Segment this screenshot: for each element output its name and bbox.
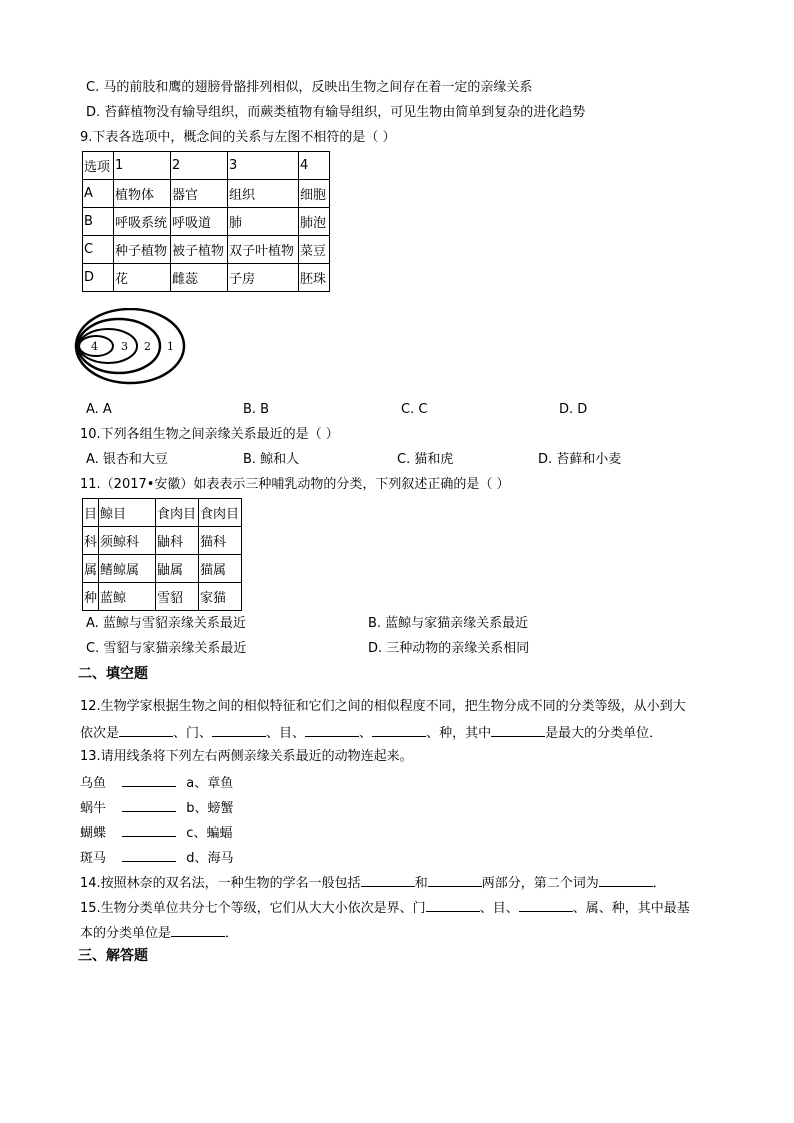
q9-table-row [83, 180, 330, 208]
q9-table-row [83, 152, 330, 180]
q11-table-cell: 鼬属 [156, 555, 199, 583]
q8-option-c: C. 马的前肢和鹰的翅膀骨骼排列相似，反映出生物之间存在着一定的亲缘关系 [86, 80, 533, 95]
q9-stem: 9.下表各选项中，概念间的关系与左图不相符的是（ ） [80, 130, 396, 145]
q12-line-2 [80, 723, 662, 743]
label-3: 3 [121, 340, 128, 353]
label-4: 4 [91, 340, 98, 353]
q13-right: a、章鱼 [186, 776, 234, 791]
q8-option-d: D. 苔藓植物没有输导组织，而蕨类植物有输导组织，可见生物由简单到复杂的进化趋势 [86, 105, 586, 120]
q14-blank-1[interactable] [361, 873, 415, 887]
q11-table-cell: 种 [83, 583, 99, 611]
q9-table-cell: A [83, 180, 114, 208]
q12-text: 是最大的分类单位． [545, 726, 663, 741]
q13-line-blank[interactable] [122, 773, 176, 787]
q13-stem: 13.请用线条将下列左右两侧亲缘关系最近的动物连起来。 [80, 749, 413, 764]
q15-text: ． [225, 926, 239, 941]
q14-blank-2[interactable] [428, 873, 482, 887]
q14-text: 14.按照林奈的双名法，一种生物的学名一般包括 [80, 876, 361, 891]
q9-table-cell: D [83, 264, 114, 292]
q9-option-b[interactable]: B. B [243, 402, 270, 417]
q11-option-b[interactable]: B. 蓝鲸与家猫亲缘关系最近 [368, 616, 529, 631]
q11-table-cell: 须鲸科 [99, 527, 156, 555]
q9-table-cell: 胚珠 [299, 264, 330, 292]
q13-line-blank[interactable] [122, 848, 176, 862]
q9-table-cell: 雌蕊 [171, 264, 228, 292]
q12-text: 、目、 [266, 726, 306, 741]
q12-blank-5[interactable] [491, 723, 545, 737]
q9-table-cell: B [83, 208, 114, 236]
q11-stem: 11.（2017•安徽）如表表示三种哺乳动物的分类，下列叙述正确的是（ ） [80, 477, 510, 492]
q9-table-row [83, 236, 330, 264]
q9-table-cell: 双子叶植物 [228, 236, 299, 264]
q13-right: b、螃蟹 [186, 801, 234, 816]
q14-text: 和 [414, 876, 428, 891]
q15-blank-1[interactable] [426, 898, 480, 912]
q9-table-cell: 4 [299, 152, 330, 180]
q11-option-a[interactable]: A. 蓝鲸与雪貂亲缘关系最近 [86, 616, 246, 631]
q9-table-row [83, 264, 330, 292]
q10-option-c[interactable]: C. 猫和虎 [397, 452, 454, 467]
q12-line-1: 12.生物学家根据生物之间的相似特征和它们之间的相似程度不同，把生物分成不同的分类等级，从小到大 [80, 699, 686, 714]
q9-table [82, 151, 330, 292]
q11-table-cell: 家猫 [199, 583, 242, 611]
q9-table-cell: 1 [114, 152, 171, 180]
q13-left: 蜗牛 [80, 801, 107, 816]
q12-blank-2[interactable] [212, 723, 266, 737]
q12-blank-3[interactable] [305, 723, 359, 737]
ellipse-3 [79, 329, 137, 363]
q9-table-cell: 呼吸道 [171, 208, 228, 236]
q13-line-blank[interactable] [122, 798, 176, 812]
q15-text: 15.生物分类单位共分七个等级，它们从大大小依次是界、门 [80, 901, 426, 916]
q11-option-d[interactable]: D. 三种动物的亲缘关系相同 [368, 641, 530, 656]
q9-table-cell: 肺 [228, 208, 299, 236]
q13-left: 蝴蝶 [80, 826, 107, 841]
q9-table-cell: 器官 [171, 180, 228, 208]
q11-table-cell: 猫科 [199, 527, 242, 555]
q9-table-cell: 2 [171, 152, 228, 180]
q12-blank-1[interactable] [119, 723, 173, 737]
q11-table-row [83, 555, 242, 583]
q11-table-row [83, 527, 242, 555]
q11-table [82, 498, 242, 611]
q13-pair-4 [80, 848, 234, 868]
q9-option-a[interactable]: A. A [86, 402, 112, 417]
q13-pair-3 [80, 823, 232, 843]
q11-table-cell: 科 [83, 527, 99, 555]
q15-text: 、目、 [479, 901, 519, 916]
q13-right: c、蝙蝠 [186, 826, 233, 841]
q9-option-d[interactable]: D. D [559, 402, 588, 417]
q9-option-c[interactable]: C. C [401, 402, 428, 417]
q9-table-cell: 种子植物 [114, 236, 171, 264]
q11-table-cell: 猫属 [199, 555, 242, 583]
q11-table-cell: 食肉目 [156, 499, 199, 527]
q10-option-d[interactable]: D. 苔藓和小麦 [538, 452, 622, 467]
q13-right: d、海马 [186, 851, 234, 866]
q11-table-cell: 雪貂 [156, 583, 199, 611]
q9-table-cell: 花 [114, 264, 171, 292]
q9-table-cell: 呼吸系统 [114, 208, 171, 236]
q11-table-cell: 鳍鲸属 [99, 555, 156, 583]
q15-text: 本的分类单位是 [80, 926, 172, 941]
nested-ellipses-diagram [74, 308, 186, 388]
q11-table-cell: 蓝鲸 [99, 583, 156, 611]
q11-option-c[interactable]: C. 雪貂与家猫亲缘关系最近 [86, 641, 247, 656]
q9-table-cell: 被子植物 [171, 236, 228, 264]
q14-text: ． [652, 876, 666, 891]
q14-text: 两部分，第二个词为 [481, 876, 599, 891]
q9-table-cell: C [83, 236, 114, 264]
q13-line-blank[interactable] [122, 823, 176, 837]
q11-table-cell: 鼬科 [156, 527, 199, 555]
q14-line [80, 873, 666, 893]
q13-pair-1 [80, 773, 233, 793]
q13-pair-2 [80, 798, 234, 818]
label-2: 2 [144, 340, 151, 353]
q10-option-b[interactable]: B. 鲸和人 [243, 452, 300, 467]
q11-table-cell: 鲸目 [99, 499, 156, 527]
q11-table-row [83, 499, 242, 527]
q9-table-cell: 子房 [228, 264, 299, 292]
q9-table-cell: 植物体 [114, 180, 171, 208]
q9-table-cell: 细胞 [299, 180, 330, 208]
q14-blank-3[interactable] [599, 873, 653, 887]
q9-table-row [83, 208, 330, 236]
q15-blank-3[interactable] [171, 923, 225, 937]
q11-table-cell: 目 [83, 499, 99, 527]
section-heading-answer: 三、解答题 [78, 948, 148, 964]
q10-option-a[interactable]: A. 银杏和大豆 [86, 452, 168, 467]
q12-text: 依次是 [80, 726, 120, 741]
q9-table-cell: 组织 [228, 180, 299, 208]
q9-table-cell: 肺泡 [299, 208, 330, 236]
q15-blank-2[interactable] [519, 898, 573, 912]
q9-table-cell: 选项 [83, 152, 114, 180]
q12-text: 、种，其中 [426, 726, 492, 741]
q15-line-2 [80, 923, 238, 943]
q13-left: 乌鱼 [80, 776, 107, 791]
q9-table-cell: 菜豆 [299, 236, 330, 264]
q12-text: 、门、 [173, 726, 213, 741]
q13-left: 斑马 [80, 851, 107, 866]
q15-line-1 [80, 898, 690, 918]
q15-text: 、属、种，其中最基 [572, 901, 690, 916]
q11-table-cell: 属 [83, 555, 99, 583]
q12-blank-4[interactable] [372, 723, 426, 737]
q10-stem: 10.下列各组生物之间亲缘关系最近的是（ ） [80, 427, 339, 442]
q9-table-cell: 3 [228, 152, 299, 180]
label-1: 1 [167, 340, 174, 353]
q11-table-row [83, 583, 242, 611]
q12-text: 、 [359, 726, 373, 741]
q11-table-cell: 食肉目 [199, 499, 242, 527]
section-heading-fill-in: 二、填空题 [78, 666, 148, 682]
